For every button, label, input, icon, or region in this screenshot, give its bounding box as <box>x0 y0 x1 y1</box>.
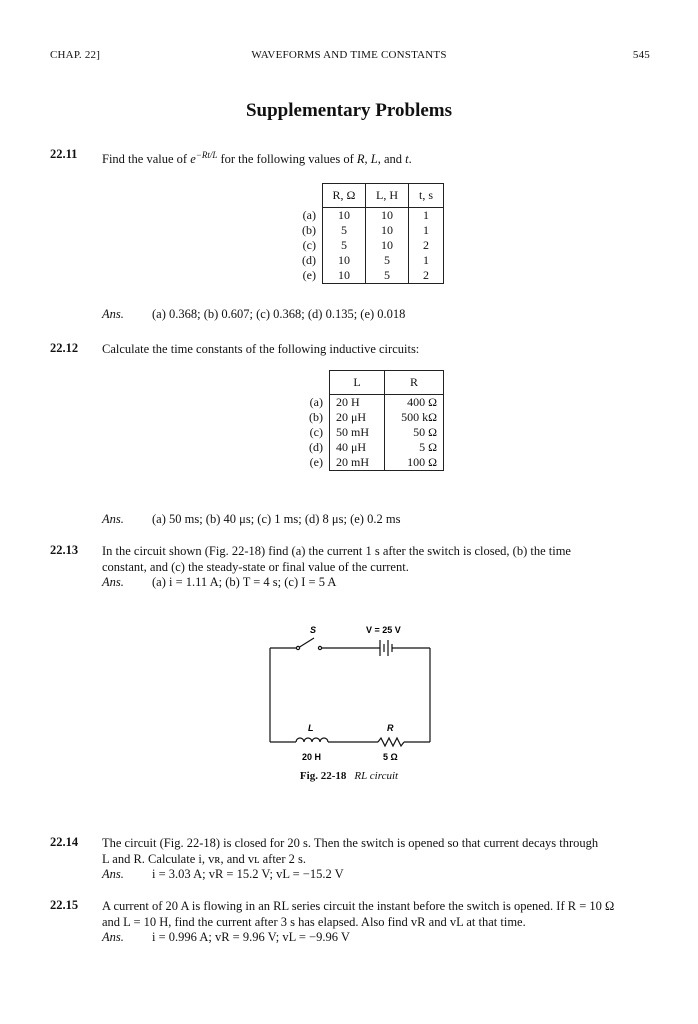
table-cell: 1 <box>409 253 444 268</box>
table-cell: 20 μH <box>330 410 385 425</box>
table-cell: 2 <box>409 238 444 253</box>
problem-number: 22.15 <box>50 898 79 912</box>
problem-line: A current of 20 A is flowing in an RL series circuit the instant before the switch is opened. If R = 10 Ω <box>102 899 615 913</box>
values-table <box>296 183 444 284</box>
table-cell: 5 <box>366 253 409 268</box>
row-label: (b) <box>309 410 323 424</box>
row-label: (e) <box>309 455 323 470</box>
inductor-coil <box>296 738 328 742</box>
inductor-label: L <box>308 723 314 733</box>
figure-caption-text: RL circuit <box>354 770 399 782</box>
answer-label: Ans. <box>102 575 124 589</box>
table-cell: 20 mH <box>330 455 385 471</box>
answer-label: Ans. <box>102 867 124 881</box>
table-cell: 10 <box>323 208 366 224</box>
problem-line: L and R. Calculate i, vʀ, and vʟ after 2 s. <box>102 852 307 866</box>
figure-caption <box>0 770 698 782</box>
table-header: t, s <box>409 184 444 208</box>
answer-text: (a) 50 ms; (b) 40 μs; (c) 1 ms; (d) 8 μs; (e) 0.2 ms <box>152 512 401 526</box>
switch-label: S <box>310 625 317 635</box>
running-header-title: WAVEFORMS AND TIME CONSTANTS <box>251 49 447 61</box>
row-label: (c) <box>309 425 323 439</box>
table-cell: 1 <box>409 223 444 238</box>
table-cell: 10 <box>366 238 409 253</box>
table-cell: 5 <box>366 268 409 284</box>
table-cell: 50 Ω <box>385 425 444 440</box>
table-cell: 5 Ω <box>385 440 444 455</box>
problem-text: Find the value of $e^{-Rt/L}$ for the following values of R, L, and t. <box>102 150 412 167</box>
table-cell: 100 Ω <box>385 455 444 471</box>
table-cell: 5 <box>323 223 366 238</box>
page-number: 545 <box>632 49 650 61</box>
table-cell: 5 <box>323 238 366 253</box>
problem-number: 22.12 <box>50 341 79 355</box>
table-cell: 40 μH <box>330 440 385 455</box>
problem-number: 22.11 <box>50 147 78 161</box>
figure-number: Fig. 22-18 <box>299 770 347 782</box>
answer-label: Ans. <box>102 930 124 944</box>
problem-text: Calculate the time constants of the following inductive circuits: <box>102 342 420 356</box>
problem-line: and L = 10 H, find the current after 3 s has elapsed. Also find vR and vL at that time. <box>102 915 526 929</box>
answer-text: i = 3.03 A; vR = 15.2 V; vL = −15.2 V <box>152 867 344 881</box>
problem-text <box>102 898 650 930</box>
answer <box>102 930 350 945</box>
table-header: R <box>385 371 444 395</box>
table-cell: 10 <box>323 268 366 284</box>
row-label: (a) <box>309 394 323 409</box>
table-cell: 10 <box>366 208 409 224</box>
answer-text: (a) i = 1.11 A; (b) T = 4 s; (c) I = 5 A <box>152 575 337 589</box>
problem-line: The circuit (Fig. 22-18) is closed for 20 s. Then the switch is opened so that current decays through <box>102 836 599 850</box>
answer <box>102 307 405 322</box>
resistor-zigzag <box>378 738 404 746</box>
resistor-value: 5 Ω <box>383 752 398 762</box>
rl-circuit-diagram <box>260 620 440 770</box>
table-header: L, H <box>366 184 409 208</box>
answer <box>102 512 400 527</box>
table-header: L <box>330 371 385 395</box>
table-cell: 1 <box>409 208 444 224</box>
table-cell: 500 kΩ <box>385 410 444 425</box>
problem-number: 22.13 <box>50 543 79 557</box>
switch-pivot <box>296 646 299 649</box>
row-label: (e) <box>302 268 316 283</box>
table-cell: 50 mH <box>330 425 385 440</box>
row-label: (c) <box>302 238 316 252</box>
problem-line: In the circuit shown (Fig. 22-18) find (a) the current 1 s after the switch is closed, (b) the time <box>102 544 571 558</box>
circuits-table <box>303 370 444 471</box>
answer <box>102 575 336 590</box>
problem-text <box>102 835 650 867</box>
answer-text: i = 0.996 A; vR = 9.96 V; vL = −9.96 V <box>152 930 350 944</box>
row-label: (d) <box>309 440 323 454</box>
table-cell: 2 <box>409 268 444 284</box>
table-cell: 10 <box>366 223 409 238</box>
problem-number: 22.14 <box>50 835 79 849</box>
table-cell: 400 Ω <box>385 395 444 411</box>
inductor-value: 20 H <box>302 752 322 762</box>
problem-line: constant, and (c) the steady-state or final value of the current. <box>102 560 409 574</box>
problem-text <box>102 543 650 575</box>
answer-label: Ans. <box>102 307 124 321</box>
answer-label: Ans. <box>102 512 124 526</box>
running-header-chapter: CHAP. 22] <box>50 49 101 61</box>
row-label: (b) <box>302 223 316 237</box>
section-title: Supplementary Problems <box>245 100 452 121</box>
source-label: V = 25 V <box>366 625 401 635</box>
switch-contact <box>318 646 321 649</box>
row-label: (a) <box>302 207 316 222</box>
table-header: R, Ω <box>323 184 366 208</box>
resistor-label: R <box>387 723 394 733</box>
answer-text: (a) 0.368; (b) 0.607; (c) 0.368; (d) 0.135; (e) 0.018 <box>152 307 406 321</box>
answer <box>102 867 344 882</box>
row-label: (d) <box>302 253 316 267</box>
table-cell: 10 <box>323 253 366 268</box>
switch-blade <box>298 638 314 648</box>
table-cell: 20 H <box>330 395 385 411</box>
